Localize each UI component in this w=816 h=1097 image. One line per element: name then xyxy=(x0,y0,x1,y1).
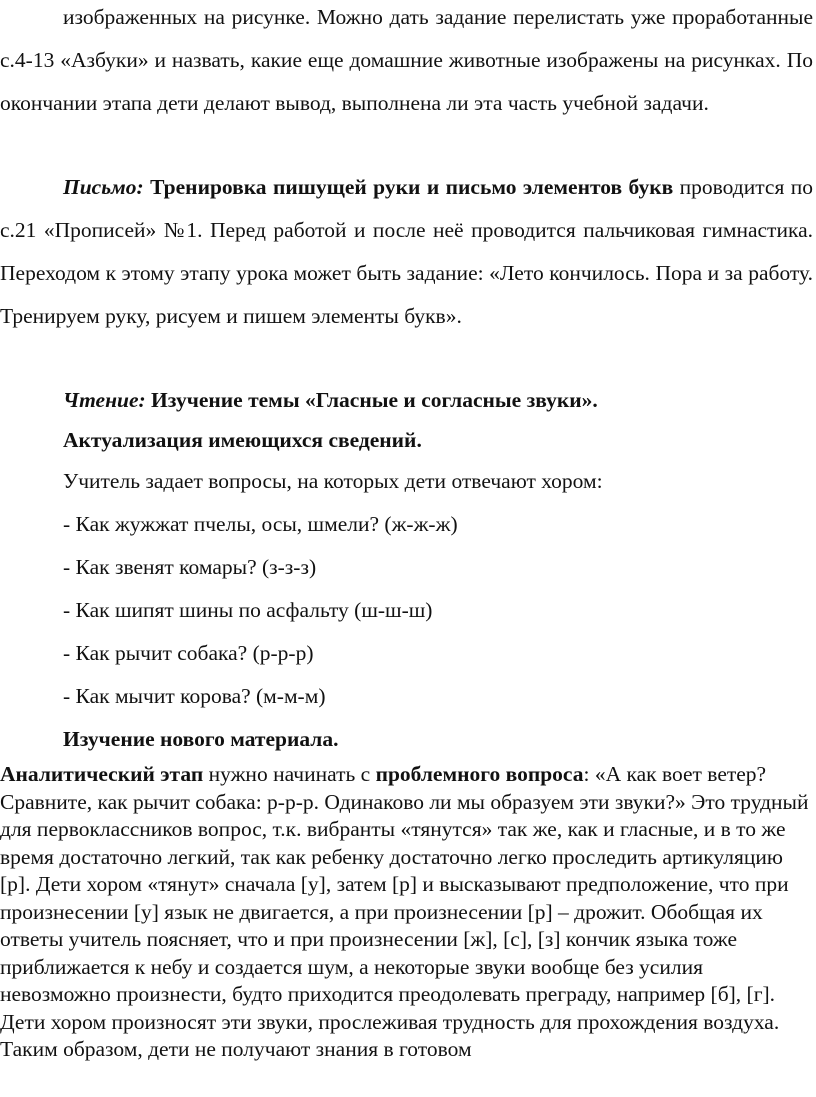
paragraph-analytic xyxy=(0,761,813,1064)
question-item: - Как мычит корова? (м-м-м) xyxy=(63,684,326,708)
paragraph-pictures xyxy=(0,0,813,125)
question-item: - Как шипят шины по асфальту (ш-ш-ш) xyxy=(63,598,433,622)
analytic-text-2: : «А как воет ветер? Сравните, как рычит собака: р-р-р. Одинаково ли мы образуем эти звуки?» Это трудный для первоклассников вопрос, т.к. вибранты «тянутся» так же, как и гласные, и в то же время достаточно легкий, так как ребенку достаточно легко проследить артикуляцию [р]. Дети хором «тянут» сначала [у], затем [р] и высказывают предположение, что при произнесении [у] язык не двигается, а при произнесении [р] – дрожит. Обобщая их ответы учитель поясняет, что и при произнесении [ж], [с], [з] кончик языка тоже приближается к небу и создается шум, а некоторые звуки вообще без усилия невозможно произнести, будто приходится преодолевать преграду, например [б], [г]. Дети хором произносят эти звуки, прослеживая трудность для прохождения воздуха. Таким образом, дети не получают знания в готовом xyxy=(0,762,809,1061)
reading-label: Чтение: xyxy=(63,388,146,412)
writing-topic: Тренировка пишущей руки и письмо элементов букв xyxy=(150,175,674,199)
paragraph-pictures-text: изображенных на рисунке. Можно дать задание перелистать уже проработанные с.4-13 «Азбуки» и назвать, какие еще домашние животные изображены на рисунках. По окончании этапа дети делают вывод, выполнена ли эта часть учебной задачи. xyxy=(0,5,813,115)
problem-question-term: проблемного вопроса xyxy=(375,762,584,786)
actualization-heading: Актуализация имеющихся сведений. xyxy=(63,428,422,452)
question-item: - Как звенят комары? (з-з-з) xyxy=(63,555,317,579)
reading-title: Изучение темы «Гласные и согласные звуки». xyxy=(151,388,598,412)
teacher-intro: Учитель задает вопросы, на которых дети отвечают хором: xyxy=(63,469,603,493)
writing-label: Письмо: xyxy=(63,175,144,199)
question-item: - Как рычит собака? (р-р-р) xyxy=(63,641,314,665)
analytic-text-1: нужно начинать с xyxy=(203,762,376,786)
analytic-stage-term: Аналитический этап xyxy=(0,762,204,786)
paragraph-writing xyxy=(0,166,813,338)
question-item: - Как жужжат пчелы, осы, шмели? (ж-ж-ж) xyxy=(63,512,458,536)
new-material-heading: Изучение нового материала. xyxy=(63,727,339,751)
reading-heading xyxy=(63,379,598,422)
writing-description: проводится по с.21 «Прописей» №1. Перед работой и после неё проводится пальчиковая гимнастика. Переходом к этому этапу урока может быть задание: «Лето кончилось. Пора и за работу. Тренируем руку, рисуем и пишем элементы букв». xyxy=(0,175,814,328)
